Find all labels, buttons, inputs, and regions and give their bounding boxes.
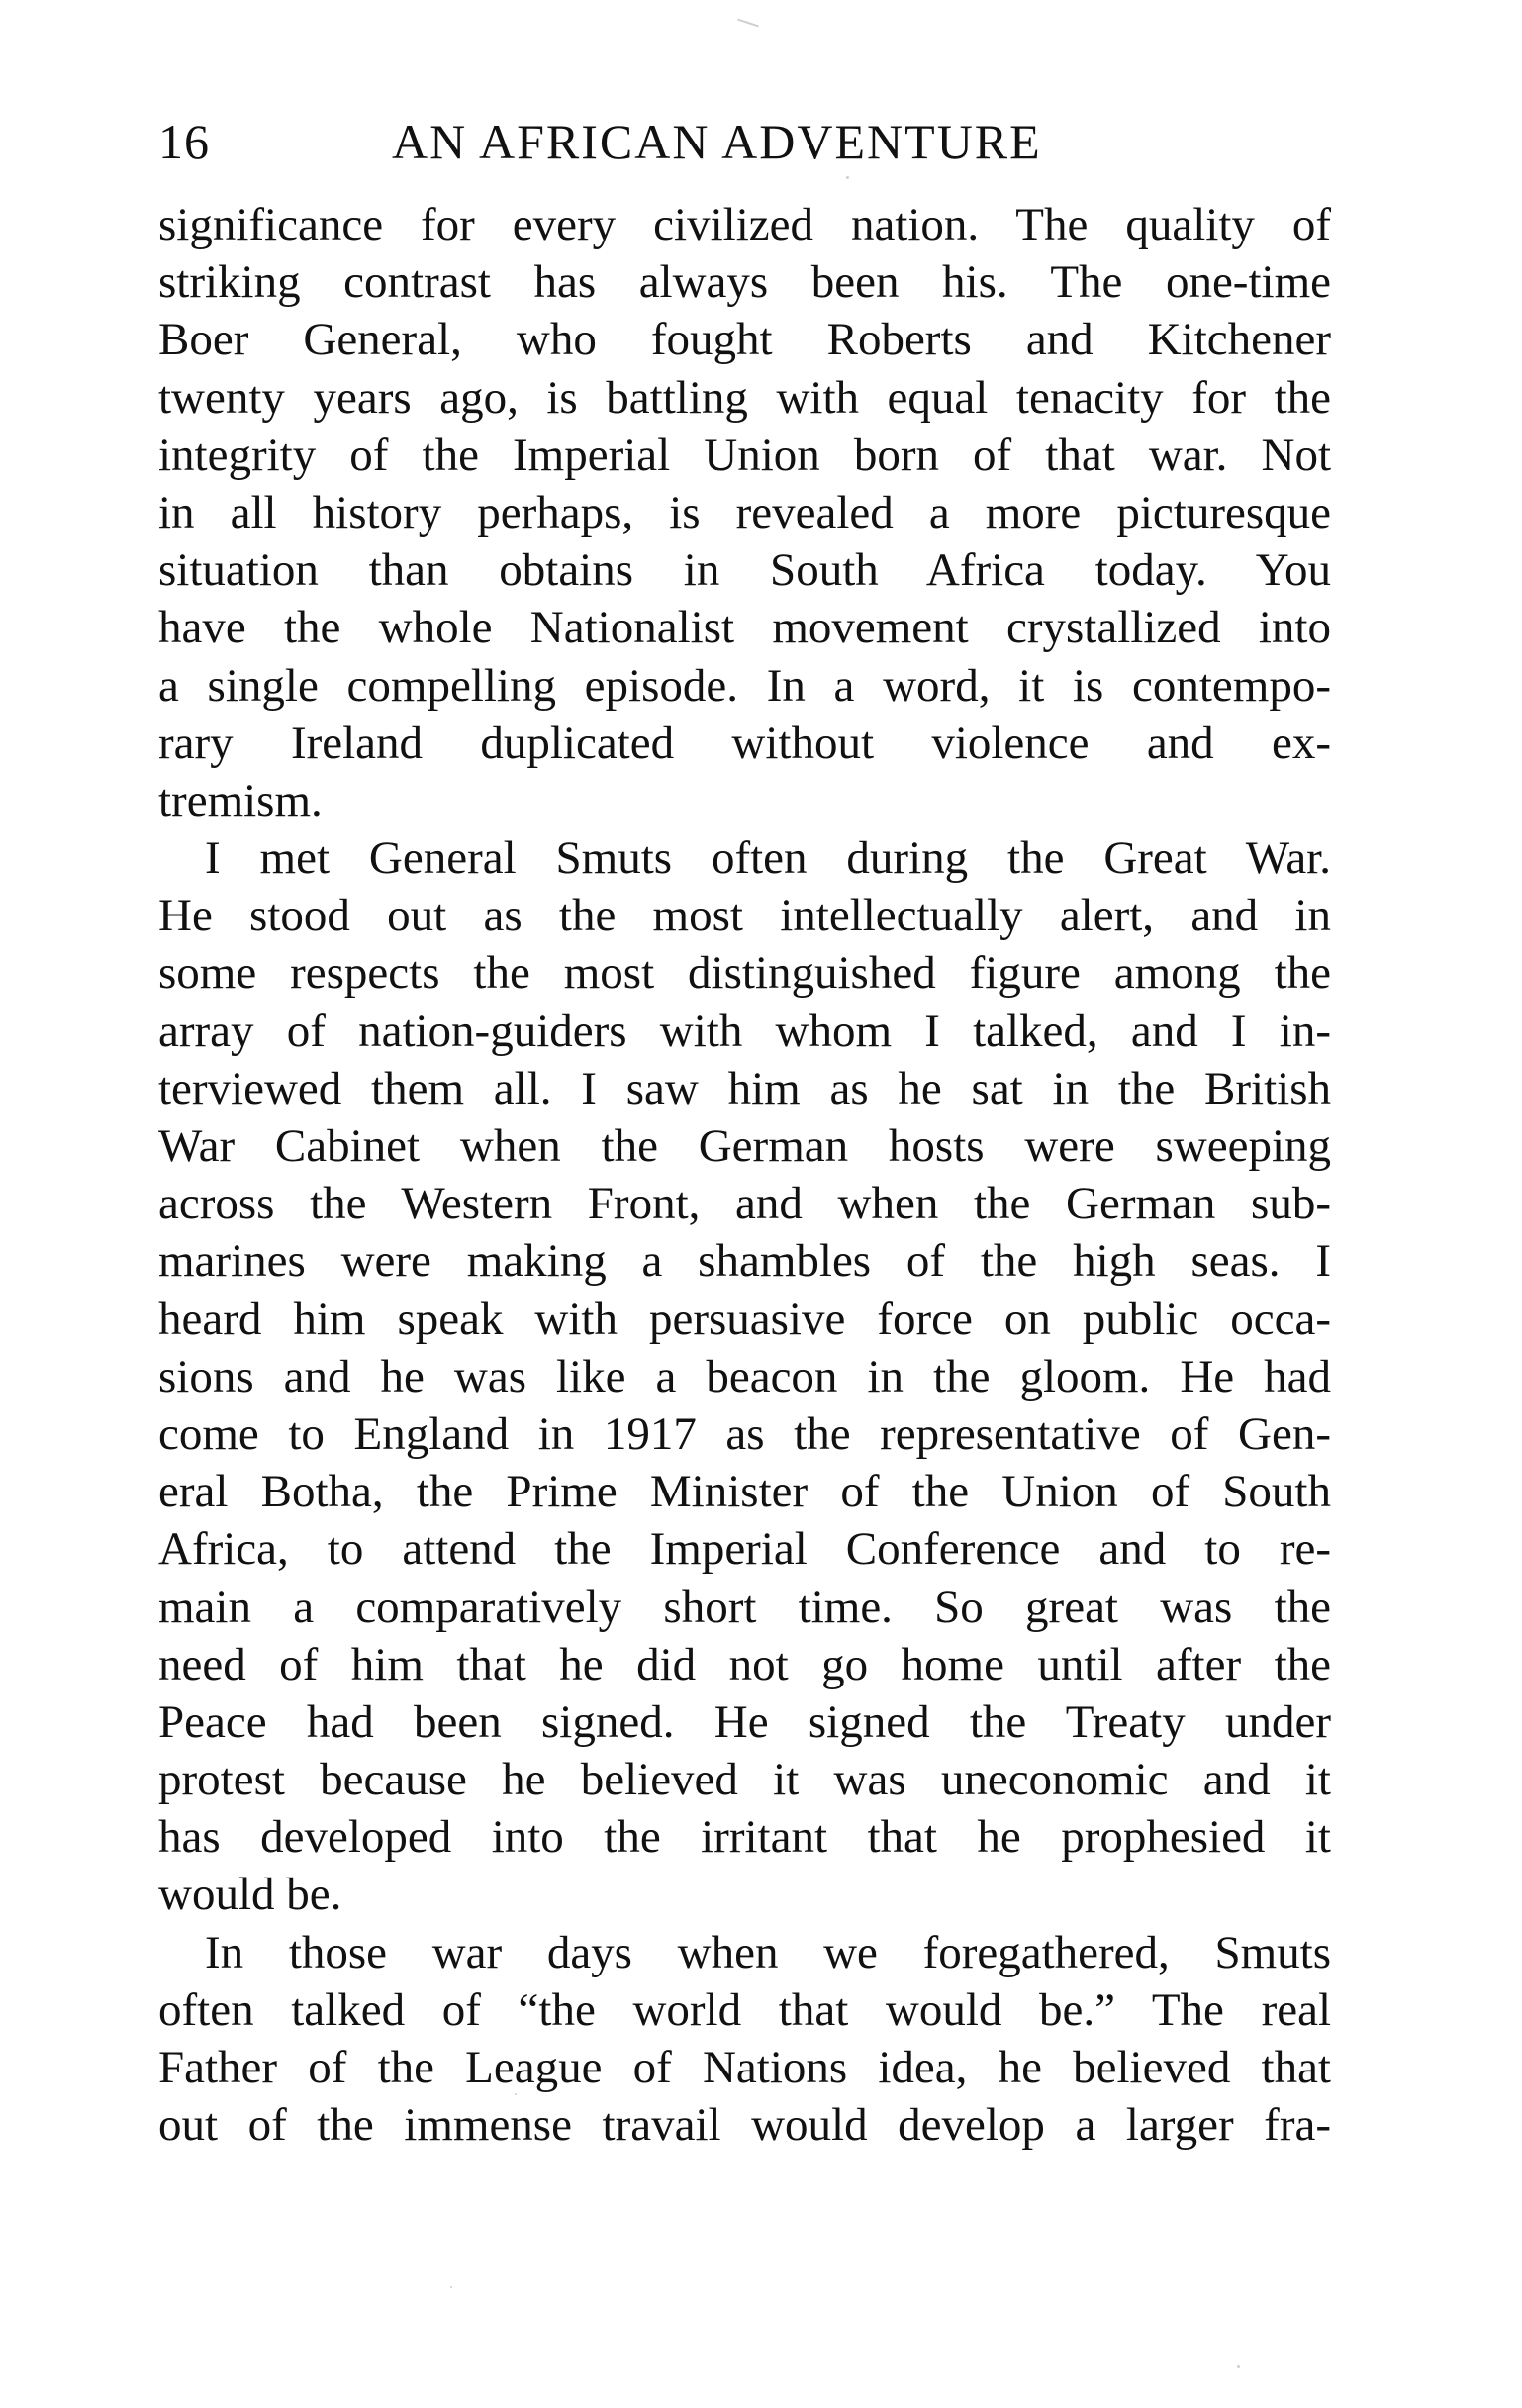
text-line: out of the immense travail would develop a larger fra-	[158, 2099, 1331, 2152]
scan-speck	[737, 19, 759, 28]
text-line: Africa, to attend the Imperial Conference and to re-	[158, 1523, 1331, 1576]
page-header	[158, 107, 1331, 176]
text-line: striking contrast has always been his. The one-time	[158, 256, 1331, 309]
text-line: eral Botha, the Prime Minister of the Union of South	[158, 1466, 1331, 1518]
text-line: Peace had been signed. He signed the Treaty under	[158, 1695, 1331, 1748]
paragraph-first-line: I met General Smuts often during the Great War.	[205, 832, 1331, 885]
text-line: sions and he was like a beacon in the gloom. He had	[158, 1350, 1331, 1402]
text-line: Boer General, who fought Roberts and Kitchener	[158, 314, 1331, 366]
text-line: a single compelling episode. In a word, it is contempo-	[158, 659, 1331, 712]
text-line: has developed into the irritant that he prophesied it	[158, 1811, 1331, 1864]
text-line: War Cabinet when the German hosts were sweeping	[158, 1120, 1331, 1172]
scan-speck	[846, 176, 849, 179]
text-line: some respects the most distinguished figure among the	[158, 947, 1331, 1000]
text-line: integrity of the Imperial Union born of that war. Not	[158, 429, 1331, 481]
body-text	[158, 196, 1331, 2154]
text-line: He stood out as the most intellectually alert, and in	[158, 890, 1331, 942]
scan-speck	[1237, 2365, 1240, 2368]
text-line: across the Western Front, and when the German sub-	[158, 1178, 1331, 1230]
text-line: Father of the League of Nations idea, he believed that	[158, 2042, 1331, 2093]
text-line: situation than obtains in South Africa today. You	[158, 544, 1331, 597]
text-line: often talked of “the world that would be.” The real	[158, 1983, 1331, 2036]
text-line: in all history perhaps, is revealed a more picturesque	[158, 486, 1331, 538]
text-line: main a comparatively short time. So great was the	[158, 1581, 1331, 1633]
text-line: array of nation-guiders with whom I talked, and I in-	[158, 1005, 1331, 1057]
text-line: tremism.	[158, 774, 323, 826]
text-line: marines were making a shambles of the high seas. I	[158, 1235, 1331, 1288]
text-line: would be.	[158, 1869, 342, 1921]
text-line: have the whole Nationalist movement crystallized into	[158, 602, 1331, 654]
scan-speck	[450, 2286, 452, 2288]
text-line: terviewed them all. I saw him as he sat in the British	[158, 1062, 1331, 1114]
text-line: come to England in 1917 as the representative of Gen-	[158, 1407, 1331, 1460]
text-line: twenty years ago, is battling with equal tenacity for the	[158, 371, 1331, 424]
page-number: 16	[158, 114, 210, 169]
text-line: significance for every civilized nation. The quality of	[158, 199, 1331, 250]
running-title: AN AFRICAN ADVENTURE	[392, 114, 1042, 169]
text-line: need of him that he did not go home until after the	[158, 1638, 1331, 1690]
paragraph-first-line: In those war days when we foregathered, Smuts	[205, 1926, 1331, 1978]
text-line: protest because he believed it was uneconomic and it	[158, 1754, 1331, 1806]
scan-speck	[515, 2093, 517, 2095]
text-line: rary Ireland duplicated without violence and ex-	[158, 717, 1331, 769]
text-line: heard him speak with persuasive force on public occa-	[158, 1293, 1331, 1345]
